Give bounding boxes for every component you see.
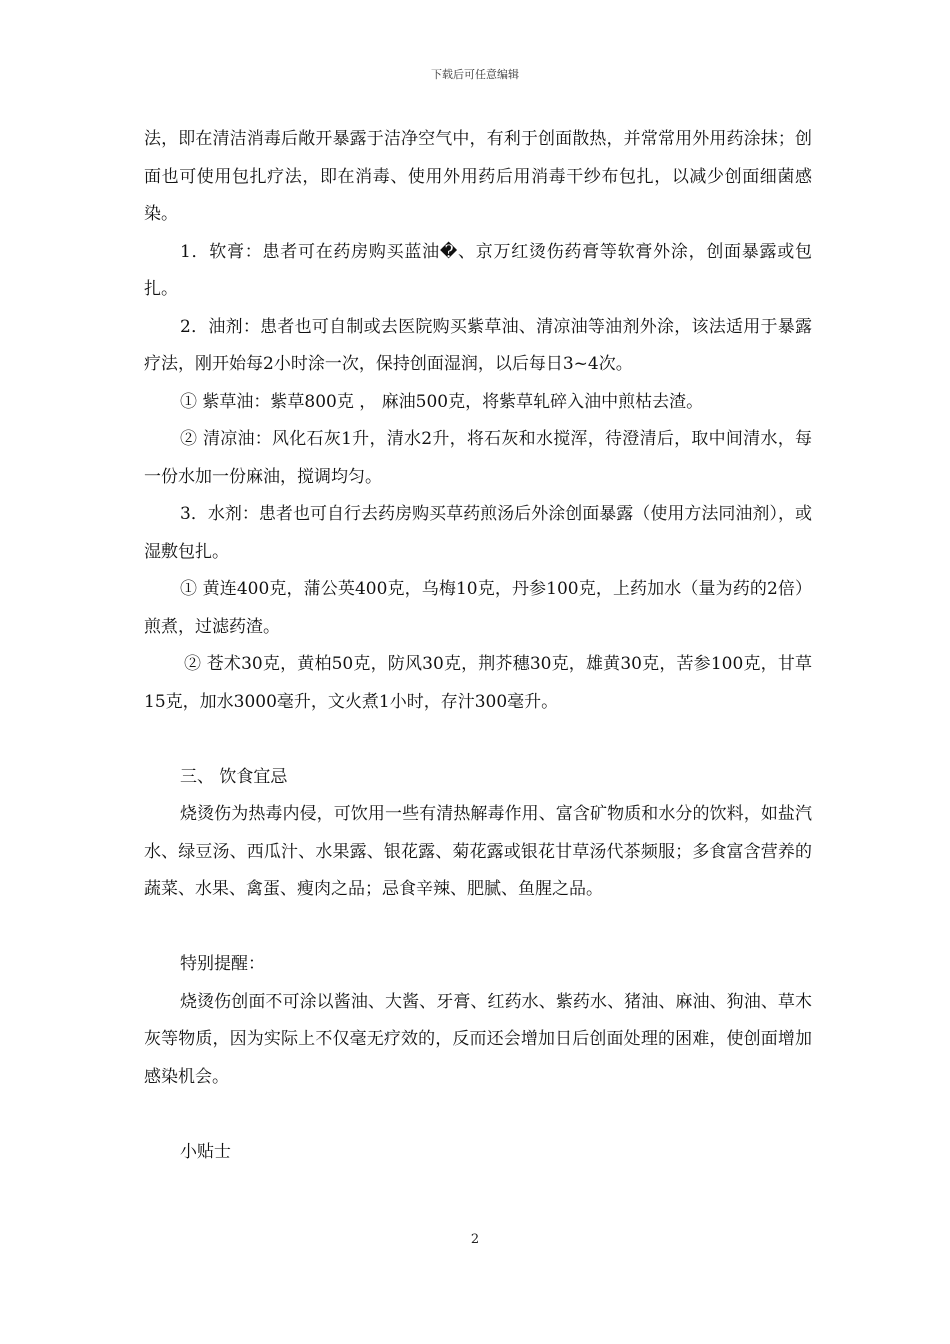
paragraph-water: 3．水剂：患者也可自行去药房购买草药煎汤后外涂创面暴露（使用方法同油剂），或湿敷包扎。 xyxy=(144,504,812,562)
paragraph-reminder: 烧烫伤创面不可涂以酱油、大酱、牙膏、红药水、紫药水、猪油、麻油、狗油、草木灰等物质，因为实际上不仅毫无疗效的，反而还会增加日后创面处理的困难，使创面增加感染机会。 xyxy=(144,991,812,1087)
paragraph-zicao-oil: ① 紫草油：紫草800克 ， 麻油500克，将紫草轧碎入油中煎枯去渣。 xyxy=(180,391,704,412)
section-heading-diet: 三、 饮食宜忌 xyxy=(180,766,288,787)
paragraph-oil: 2．油剂：患者也可自制或去医院购买紫草油、清凉油等油剂外涂，该法适用于暴露疗法，刚开始每2小时涂一次，保持创面湿润，以后每日3~4次。 xyxy=(144,316,812,374)
paragraph-ointment: 1．软膏：患者可在药房购买蓝油�、京万红烫伤药膏等软膏外涂，创面暴露或包扎。 xyxy=(144,241,812,299)
document-body xyxy=(144,121,812,1171)
page-header: 下载后可任意编辑 xyxy=(431,68,519,81)
paragraph-wound-treatment: 法，即在清洁消毒后敞开暴露于洁净空气中，有利于创面散热，并常常用外用药涂抹；创面也可使用包扎疗法，即在消毒、使用外用药后用消毒干纱布包扎，以减少创面细菌感染。 xyxy=(144,129,812,224)
paragraph-recipe-2: ② 苍术30克，黄柏50克，防风30克，荆芥穗30克，雄黄30克，苦参100克，甘草15克，加水3000毫升，文火煮1小时，存汁300毫升。 xyxy=(144,654,812,712)
heading-tips: 小贴士 xyxy=(180,1141,231,1162)
paragraph-diet: 烧烫伤为热毒内侵，可饮用一些有清热解毒作用、富含矿物质和水分的饮料，如盐汽水、绿豆汤、西瓜汁、水果露、银花露、菊花露或银花甘草汤代茶频服；多食富含营养的蔬菜、水果、禽蛋、瘦肉之品；忌食辛辣、肥腻、鱼腥之品。 xyxy=(144,804,812,899)
paragraph-qingliang-oil: ② 清凉油：风化石灰1升，清水2升，将石灰和水搅浑，待澄清后，取中间清水，每一份水加一份麻油，搅调均匀。 xyxy=(144,429,812,487)
page-number: 2 xyxy=(470,1232,480,1247)
paragraph-recipe-1: ① 黄连400克，蒲公英400克，乌梅10克，丹参100克，上药加水（量为药的2倍）煎煮，过滤药渣。 xyxy=(144,579,812,637)
heading-special-reminder: 特别提醒： xyxy=(180,954,265,974)
